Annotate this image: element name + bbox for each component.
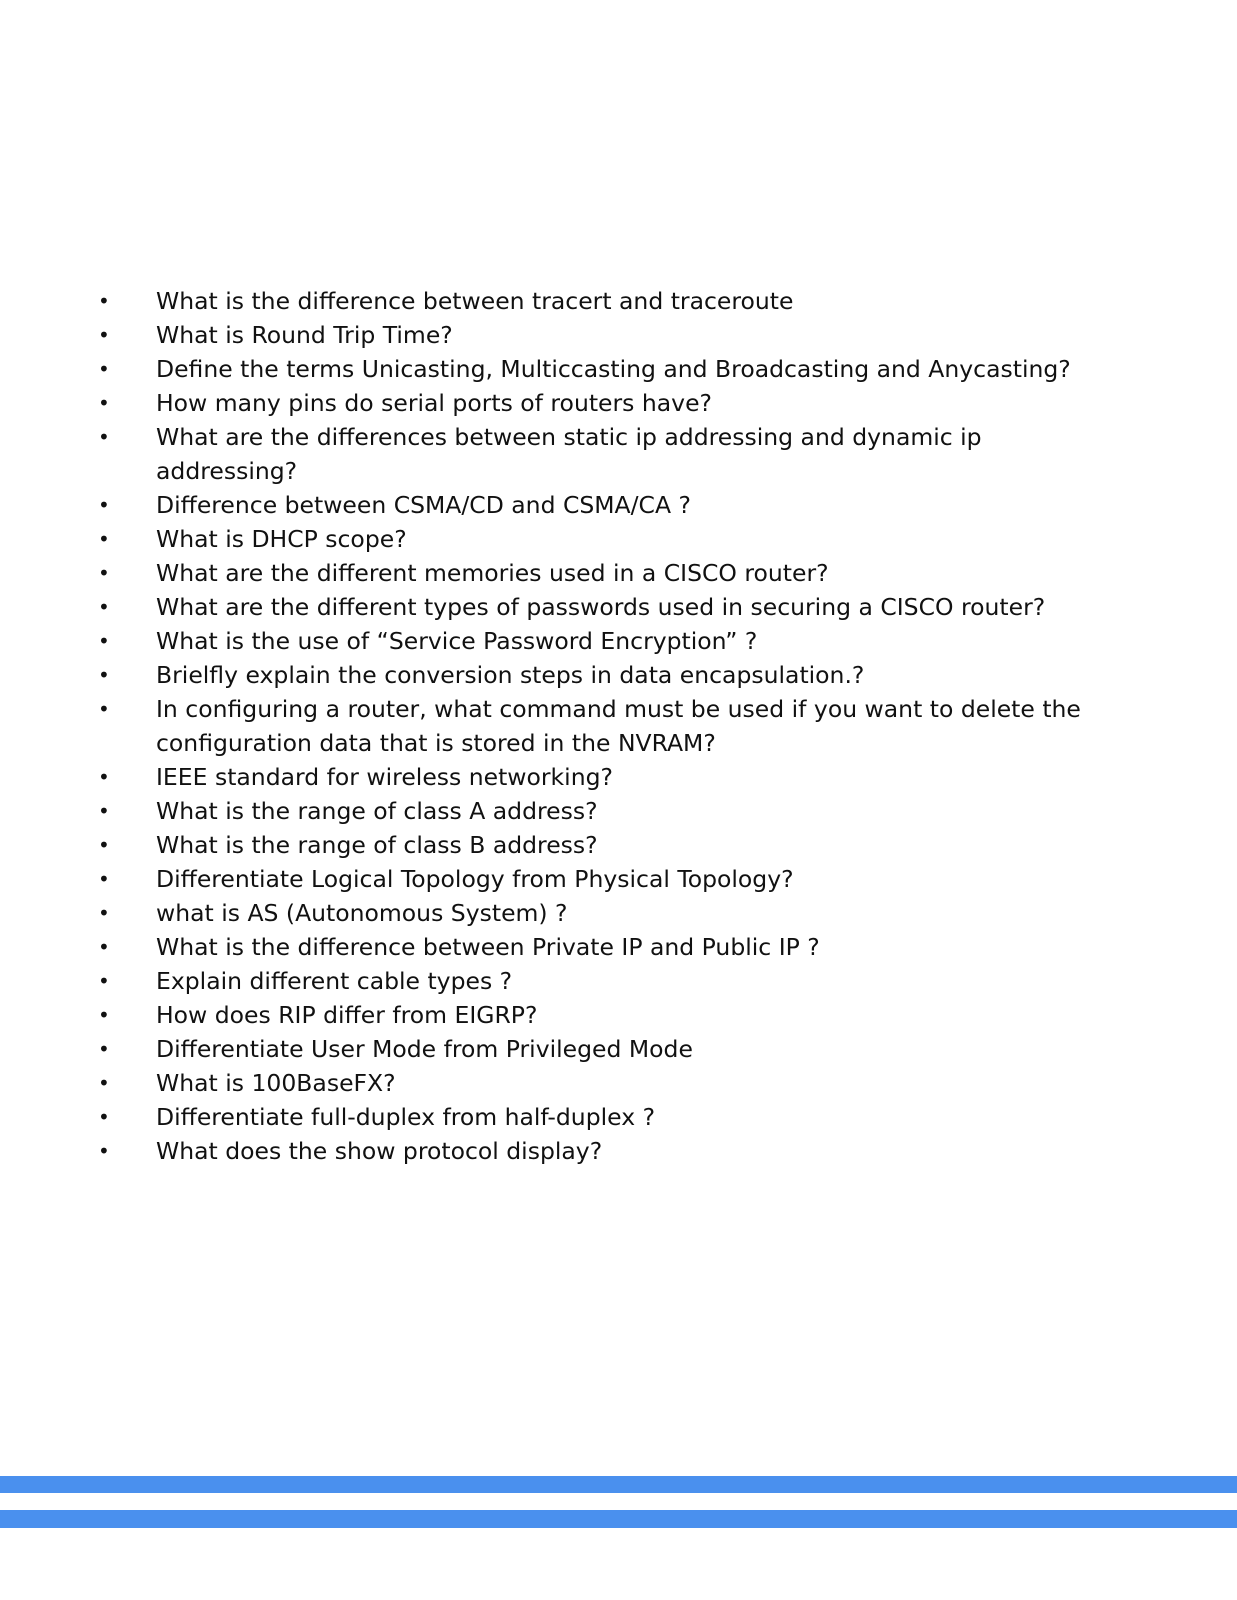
- list-item: [90, 964, 1090, 998]
- bullet-icon: •: [98, 1105, 110, 1129]
- question-text: What are the different memories used in a CISCO router?: [156, 559, 829, 587]
- bullet-icon: •: [98, 901, 110, 925]
- list-item: [90, 1100, 1090, 1134]
- question-text: How many pins do serial ports of routers have?: [156, 389, 713, 417]
- question-text: IEEE standard for wireless networking?: [156, 763, 613, 791]
- question-text: Explain different cable types ?: [156, 967, 513, 995]
- bullet-icon: •: [98, 391, 110, 415]
- bullet-icon: •: [98, 935, 110, 959]
- question-text: What is the use of “Service Password Encryption” ?: [156, 627, 758, 655]
- bullet-icon: •: [98, 527, 110, 551]
- question-text: Brielfly explain the conversion steps in data encapsulation.?: [156, 661, 865, 689]
- list-item: [90, 692, 1090, 760]
- bullet-icon: •: [98, 1139, 110, 1163]
- question-text: Difference between CSMA/CD and CSMA/CA ?: [156, 491, 691, 519]
- list-item: [90, 420, 1090, 488]
- bullet-icon: •: [98, 765, 110, 789]
- list-item: [90, 488, 1090, 522]
- list-item: [90, 1066, 1090, 1100]
- footer-stripe-bottom: [0, 1510, 1237, 1528]
- list-item: [90, 1032, 1090, 1066]
- list-item: [90, 998, 1090, 1032]
- question-text: What is Round Trip Time?: [156, 321, 453, 349]
- question-text: What is DHCP scope?: [156, 525, 407, 553]
- list-item: [90, 760, 1090, 794]
- question-text: What is 100BaseFX?: [156, 1069, 396, 1097]
- question-text: What is the difference between tracert and traceroute: [156, 287, 794, 315]
- bullet-icon: •: [98, 697, 110, 721]
- list-item: [90, 658, 1090, 692]
- question-text: How does RIP differ from EIGRP?: [156, 1001, 538, 1029]
- list-item: [90, 284, 1090, 318]
- bullet-icon: •: [98, 561, 110, 585]
- bullet-icon: •: [98, 833, 110, 857]
- bullet-icon: •: [98, 969, 110, 993]
- question-text: In configuring a router, what command must be used if you want to delete the configuration data that is stored in the NVRAM?: [156, 695, 1081, 757]
- bullet-icon: •: [98, 629, 110, 653]
- bullet-icon: •: [98, 357, 110, 381]
- list-item: [90, 318, 1090, 352]
- list-item: [90, 930, 1090, 964]
- bullet-icon: •: [98, 595, 110, 619]
- question-list: [90, 284, 1090, 1168]
- list-item: [90, 862, 1090, 896]
- list-item: [90, 386, 1090, 420]
- bullet-icon: •: [98, 1003, 110, 1027]
- bullet-icon: •: [98, 323, 110, 347]
- bullet-icon: •: [98, 289, 110, 313]
- question-text: What does the show protocol display?: [156, 1137, 603, 1165]
- question-text: what is AS (Autonomous System) ?: [156, 899, 568, 927]
- question-text: Differentiate full-duplex from half-duplex ?: [156, 1103, 656, 1131]
- bullet-icon: •: [98, 1037, 110, 1061]
- list-item: [90, 352, 1090, 386]
- question-text: Define the terms Unicasting, Multiccasting and Broadcasting and Anycasting?: [156, 355, 1071, 383]
- list-item: [90, 896, 1090, 930]
- bullet-icon: •: [98, 867, 110, 891]
- list-item: [90, 522, 1090, 556]
- list-item: [90, 556, 1090, 590]
- list-item: [90, 794, 1090, 828]
- question-text: What are the differences between static ip addressing and dynamic ip addressing?: [156, 423, 982, 485]
- footer-stripe-top: [0, 1476, 1237, 1493]
- question-text: What is the range of class A address?: [156, 797, 598, 825]
- question-text: Differentiate Logical Topology from Physical Topology?: [156, 865, 794, 893]
- question-text: What is the range of class B address?: [156, 831, 598, 859]
- bullet-icon: •: [98, 425, 110, 449]
- bullet-icon: •: [98, 799, 110, 823]
- bullet-icon: •: [98, 663, 110, 687]
- list-item: [90, 1134, 1090, 1168]
- bullet-icon: •: [98, 1071, 110, 1095]
- bullet-icon: •: [98, 493, 110, 517]
- question-text: What are the different types of passwords used in securing a CISCO router?: [156, 593, 1046, 621]
- list-item: [90, 828, 1090, 862]
- question-text: Differentiate User Mode from Privileged Mode: [156, 1035, 693, 1063]
- question-text: What is the difference between Private IP and Public IP ?: [156, 933, 820, 961]
- list-item: [90, 624, 1090, 658]
- list-item: [90, 590, 1090, 624]
